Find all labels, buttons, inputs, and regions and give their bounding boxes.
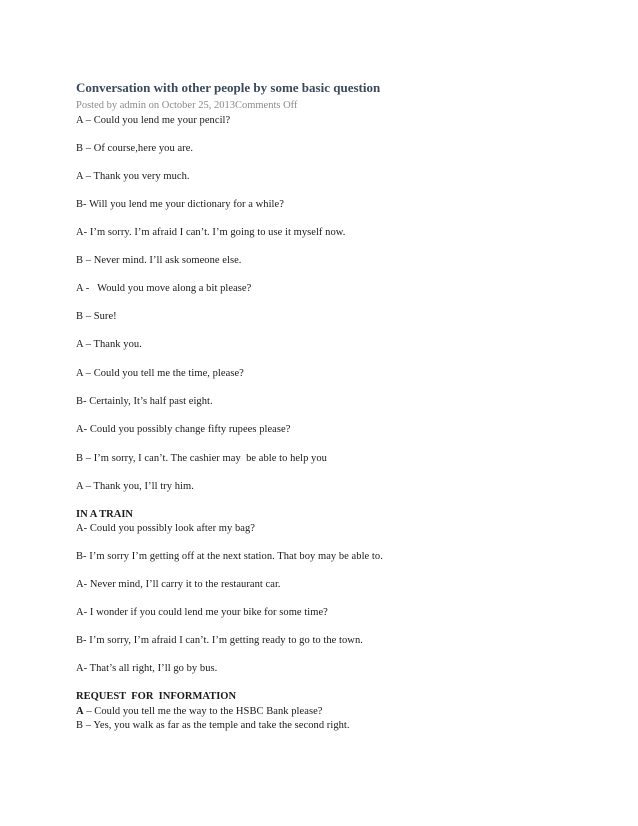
dialogue-line: A- Could you possibly change fifty rupees please?: [76, 424, 291, 435]
dialogue-line: A- That’s all right, I’ll go by bus.: [76, 663, 218, 674]
dialogue-line: A- Never mind, I’ll carry it to the restaurant car.: [76, 579, 281, 590]
dialogue-line: B – I’m sorry, I can’t. The cashier may be able to help you: [76, 453, 327, 464]
post-meta: Posted by admin on October 25, 2013Comments Off: [76, 100, 298, 111]
dialogue-line: A - Would you move along a bit please?: [76, 283, 252, 294]
speaker-label: A: [76, 706, 84, 717]
dialogue-line: B- Will you lend me your dictionary for a while?: [76, 199, 284, 210]
page-title: Conversation with other people by some basic question: [76, 80, 381, 95]
dialogue-line: B- I’m sorry, I’m afraid I can’t. I’m getting ready to go to the town.: [76, 635, 363, 646]
dialogue-line: A- I wonder if you could lend me your bike for some time?: [76, 607, 328, 618]
dialogue-line: [76, 706, 323, 717]
section-heading-train: IN A TRAIN: [76, 509, 133, 520]
dialogue-line: B – Never mind. I’ll ask someone else.: [76, 255, 242, 266]
section-heading-info: REQUEST FOR INFORMATION: [76, 691, 237, 702]
dialogue-line: A – Could you tell me the time, please?: [76, 368, 244, 379]
dialogue-line: A – Thank you very much.: [76, 171, 190, 182]
dialogue-text: – Could you tell me the way to the HSBC Bank please?: [83, 706, 323, 717]
dialogue-line: B – Yes, you walk as far as the temple and take the second right.: [76, 720, 350, 731]
dialogue-line: B- I’m sorry I’m getting off at the next station. That boy may be able to.: [76, 551, 383, 562]
dialogue-line: A- I’m sorry. I’m afraid I can’t. I’m going to use it myself now.: [76, 227, 346, 238]
dialogue-line: B- Certainly, It’s half past eight.: [76, 396, 213, 407]
dialogue-line: A – Thank you.: [76, 339, 142, 350]
dialogue-line: B – Of course,here you are.: [76, 143, 194, 154]
dialogue-line: A- Could you possibly look after my bag?: [76, 523, 256, 534]
dialogue-line: B – Sure!: [76, 311, 117, 322]
dialogue-line: A – Could you lend me your pencil?: [76, 115, 231, 126]
dialogue-line: A – Thank you, I’ll try him.: [76, 481, 194, 492]
